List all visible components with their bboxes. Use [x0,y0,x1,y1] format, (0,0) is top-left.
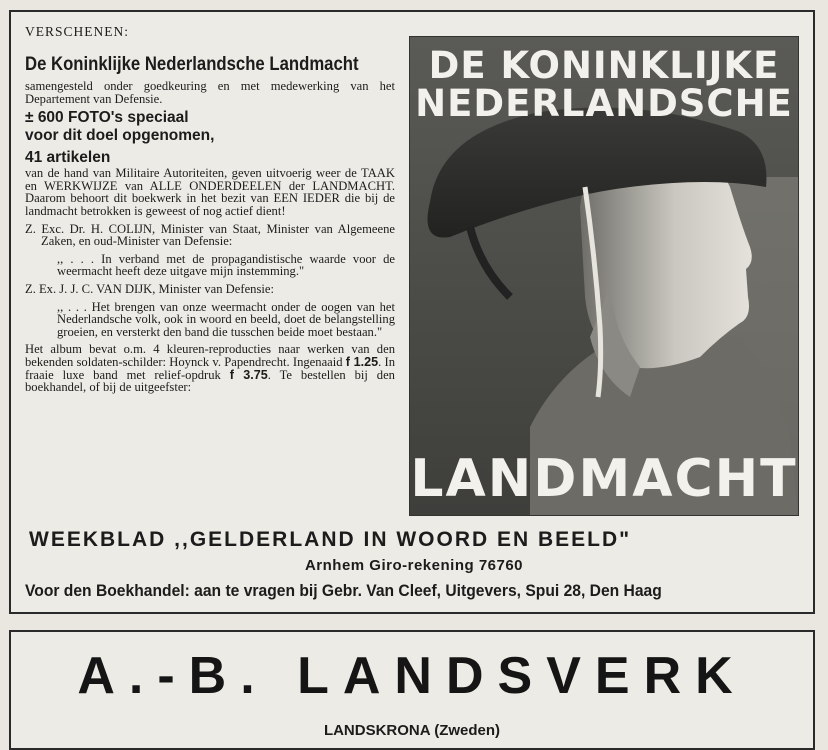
poster-title-line-1: DE KONINKLIJKE [428,44,780,87]
kicker: VERSCHENEN: [25,24,130,39]
giro-account: Arnhem Giro-rekening 76760 [304,557,524,574]
company-location: LANDSKRONA (Zweden) [323,722,501,739]
headline: De Koninklijke Nederlandsche Landmacht [25,54,359,75]
articles-description: van de hand van Militaire Autoriteiten, geven uitvoerig weer de TAAK en WERKWIJZE van ALLE ONDERDEELEN der LANDMACHT. Daarom behoort dit boekwerk in het bezit van EEN IEDER die bij de landmacht betrokken is geweest of nog actief dient! [25,166,395,218]
photos-line-2: voor dit doel opgenomen, [25,127,215,145]
price-paperback: f 1.25 [345,354,379,369]
album-text-post: . Te bestellen bij den boekhandel, of bij de uitgeefster: [25,367,395,395]
colijn-intro: Z. Exc. Dr. H. COLIJN, Minister van Staat, Minister van Algemeene Zaken, en oud-Minister van Defensie: [25,221,395,249]
poster-title-line-2: NEDERLANDSCHE [415,82,793,125]
advertisement-landmacht [9,10,815,614]
book-cover-poster [409,36,799,516]
album-text-mid: . In fraaie luxe band met relief-opdruk [25,354,395,382]
price-luxe: f 3.75 [229,367,268,382]
vandijk-quote: ,, . . . Het brengen van onze weermacht onder de oogen van het Nederlandsche volk, ook in woord en beeld, doet de belangstelling groeien, en versterkt den band die tusschen beide moet bestaan." [57,299,395,339]
colijn-quote: ,, . . . In verband met de propagandistische waarde voor de weermacht heeft deze uitgave mijn instemming." [57,251,395,279]
poster-title-bottom: LANDMACHT [410,449,798,509]
advertisement-landsverk [9,630,815,750]
articles-line: 41 artikelen [25,149,111,167]
publisher-name: WEEKBLAD ,,GELDERLAND IN WOORD EN BEELD" [29,528,632,551]
company-title: A.-B. LANDSVERK [77,647,747,705]
album-text-pre: Het album bevat o.m. 4 kleuren-reproducties naar werken van den bekenden soldaten-schilder: Hoynck v. Papendrecht. Ingenaaid [25,342,395,369]
vandijk-intro: Z. Ex. J. J. C. VAN DIJK, Minister van Defensie: [25,281,274,296]
subtitle: samengesteld onder goedkeuring en met medewerking van het Departement van Defensie. [25,79,395,106]
ad-text-column [25,24,395,394]
album-description [25,343,395,393]
bookseller-note: Voor den Boekhandel: aan te vragen bij Gebr. Van Cleef, Uitgevers, Spui 28, Den Haag [25,581,662,600]
photos-line-1: ± 600 FOTO's speciaal [25,109,189,127]
poster-title-top [410,44,798,125]
